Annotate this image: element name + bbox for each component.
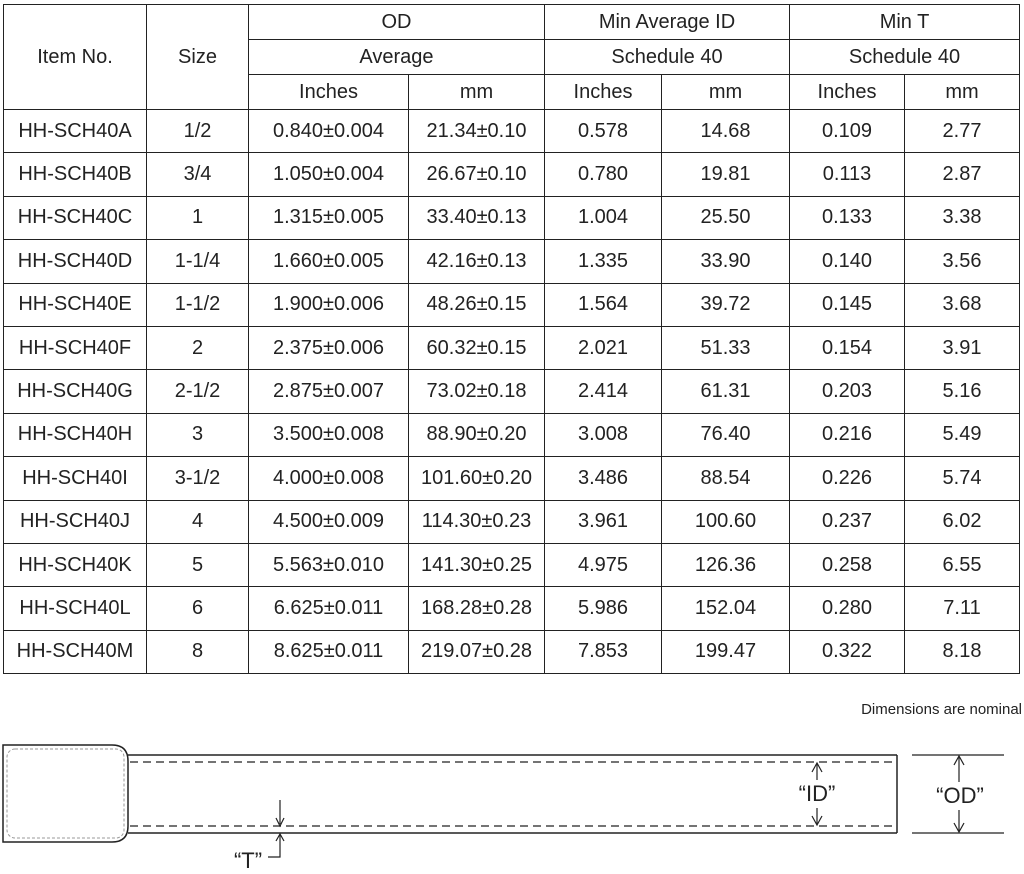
cell-item-no: HH-SCH40F [4, 326, 147, 369]
cell-item-no: HH-SCH40G [4, 370, 147, 413]
cell-size: 2 [147, 326, 249, 369]
header-id-mm: mm [662, 75, 790, 110]
cell-id-inches: 1.004 [545, 196, 662, 239]
cell-od-inches: 1.660±0.005 [249, 240, 409, 283]
cell-id-inches: 1.335 [545, 240, 662, 283]
table-body [4, 110, 1020, 674]
table-row [4, 457, 1020, 500]
table-row [4, 283, 1020, 326]
cell-od-inches: 8.625±0.011 [249, 630, 409, 673]
header-od: OD [249, 5, 545, 40]
cell-t-inches: 0.140 [790, 240, 905, 283]
header-size: Size [147, 5, 249, 110]
cell-item-no: HH-SCH40A [4, 110, 147, 153]
cell-size: 2-1/2 [147, 370, 249, 413]
cell-item-no: HH-SCH40K [4, 543, 147, 586]
cell-t-inches: 0.133 [790, 196, 905, 239]
cell-t-inches: 0.154 [790, 326, 905, 369]
cell-t-mm: 5.49 [905, 413, 1020, 456]
cell-id-inches: 5.986 [545, 587, 662, 630]
cell-size: 8 [147, 630, 249, 673]
cell-item-no: HH-SCH40J [4, 500, 147, 543]
table-row [4, 370, 1020, 413]
cell-od-mm: 141.30±0.25 [409, 543, 545, 586]
cell-item-no: HH-SCH40C [4, 196, 147, 239]
cell-t-mm: 2.87 [905, 153, 1020, 196]
cell-od-inches: 0.840±0.004 [249, 110, 409, 153]
cell-id-mm: 33.90 [662, 240, 790, 283]
cell-t-inches: 0.109 [790, 110, 905, 153]
cell-size: 6 [147, 587, 249, 630]
cell-od-mm: 33.40±0.13 [409, 196, 545, 239]
cell-t-mm: 5.16 [905, 370, 1020, 413]
dimensions-note: Dimensions are nominal [861, 701, 1022, 718]
cell-t-inches: 0.145 [790, 283, 905, 326]
cell-od-mm: 114.30±0.23 [409, 500, 545, 543]
cell-size: 3 [147, 413, 249, 456]
cell-t-inches: 0.203 [790, 370, 905, 413]
cell-t-inches: 0.216 [790, 413, 905, 456]
cell-item-no: HH-SCH40M [4, 630, 147, 673]
table-row [4, 413, 1020, 456]
id-label: “ID” [798, 781, 836, 806]
header-min-average-id: Min Average ID [545, 5, 790, 40]
cell-t-mm: 2.77 [905, 110, 1020, 153]
table-row [4, 196, 1020, 239]
cell-t-mm: 3.68 [905, 283, 1020, 326]
cell-item-no: HH-SCH40H [4, 413, 147, 456]
cell-id-inches: 2.021 [545, 326, 662, 369]
header-id-schedule: Schedule 40 [545, 40, 790, 75]
cell-id-inches: 1.564 [545, 283, 662, 326]
cell-t-inches: 0.258 [790, 543, 905, 586]
cell-t-inches: 0.237 [790, 500, 905, 543]
table-row [4, 587, 1020, 630]
cell-id-mm: 152.04 [662, 587, 790, 630]
cell-t-inches: 0.322 [790, 630, 905, 673]
cell-id-mm: 61.31 [662, 370, 790, 413]
cell-od-mm: 168.28±0.28 [409, 587, 545, 630]
header-od-average: Average [249, 40, 545, 75]
cell-id-inches: 2.414 [545, 370, 662, 413]
cell-od-inches: 5.563±0.010 [249, 543, 409, 586]
cell-size: 4 [147, 500, 249, 543]
cell-t-mm: 3.56 [905, 240, 1020, 283]
header-id-inches: Inches [545, 75, 662, 110]
header-od-inches: Inches [249, 75, 409, 110]
table-row [4, 153, 1020, 196]
cell-size: 5 [147, 543, 249, 586]
table-row [4, 543, 1020, 586]
pipe-diagram [0, 722, 1024, 874]
header-t-schedule: Schedule 40 [790, 40, 1020, 75]
cell-t-mm: 3.38 [905, 196, 1020, 239]
cell-od-inches: 3.500±0.008 [249, 413, 409, 456]
cell-t-mm: 6.02 [905, 500, 1020, 543]
cell-od-inches: 2.875±0.007 [249, 370, 409, 413]
cell-id-mm: 39.72 [662, 283, 790, 326]
cell-od-inches: 1.315±0.005 [249, 196, 409, 239]
table-row [4, 110, 1020, 153]
cell-id-mm: 19.81 [662, 153, 790, 196]
table-row [4, 240, 1020, 283]
cell-od-mm: 73.02±0.18 [409, 370, 545, 413]
cell-item-no: HH-SCH40L [4, 587, 147, 630]
cell-od-inches: 4.000±0.008 [249, 457, 409, 500]
cell-id-inches: 3.961 [545, 500, 662, 543]
cell-id-mm: 25.50 [662, 196, 790, 239]
header-item-no: Item No. [4, 5, 147, 110]
cell-id-mm: 199.47 [662, 630, 790, 673]
cell-size: 1/2 [147, 110, 249, 153]
cell-t-mm: 7.11 [905, 587, 1020, 630]
cell-id-inches: 3.486 [545, 457, 662, 500]
cell-size: 1-1/2 [147, 283, 249, 326]
header-od-mm: mm [409, 75, 545, 110]
cell-id-mm: 14.68 [662, 110, 790, 153]
cell-id-inches: 0.780 [545, 153, 662, 196]
coupling-inner-outline [7, 749, 124, 838]
cell-item-no: HH-SCH40E [4, 283, 147, 326]
cell-od-inches: 2.375±0.006 [249, 326, 409, 369]
cell-size: 3/4 [147, 153, 249, 196]
cell-od-mm: 42.16±0.13 [409, 240, 545, 283]
cell-size: 3-1/2 [147, 457, 249, 500]
cell-t-mm: 6.55 [905, 543, 1020, 586]
cell-id-mm: 100.60 [662, 500, 790, 543]
cell-t-mm: 8.18 [905, 630, 1020, 673]
cell-id-inches: 4.975 [545, 543, 662, 586]
cell-item-no: HH-SCH40D [4, 240, 147, 283]
cell-od-mm: 101.60±0.20 [409, 457, 545, 500]
cell-od-mm: 21.34±0.10 [409, 110, 545, 153]
table-row [4, 630, 1020, 673]
cell-size: 1 [147, 196, 249, 239]
coupling-outline [3, 745, 128, 842]
cell-od-mm: 48.26±0.15 [409, 283, 545, 326]
cell-item-no: HH-SCH40B [4, 153, 147, 196]
cell-od-inches: 4.500±0.009 [249, 500, 409, 543]
cell-id-inches: 0.578 [545, 110, 662, 153]
pipe-spec-table [3, 4, 1020, 674]
od-label: “OD” [936, 783, 984, 808]
cell-t-mm: 5.74 [905, 457, 1020, 500]
cell-id-mm: 88.54 [662, 457, 790, 500]
cell-od-inches: 1.900±0.006 [249, 283, 409, 326]
cell-id-mm: 51.33 [662, 326, 790, 369]
cell-od-mm: 219.07±0.28 [409, 630, 545, 673]
cell-t-mm: 3.91 [905, 326, 1020, 369]
cell-item-no: HH-SCH40I [4, 457, 147, 500]
cell-id-inches: 3.008 [545, 413, 662, 456]
cell-od-inches: 1.050±0.004 [249, 153, 409, 196]
cell-id-inches: 7.853 [545, 630, 662, 673]
cell-od-mm: 88.90±0.20 [409, 413, 545, 456]
cell-t-inches: 0.113 [790, 153, 905, 196]
table-row [4, 326, 1020, 369]
header-t-inches: Inches [790, 75, 905, 110]
cell-id-mm: 126.36 [662, 543, 790, 586]
cell-t-inches: 0.280 [790, 587, 905, 630]
cell-od-mm: 60.32±0.15 [409, 326, 545, 369]
cell-od-inches: 6.625±0.011 [249, 587, 409, 630]
t-label: “T” [233, 848, 263, 873]
cell-t-inches: 0.226 [790, 457, 905, 500]
header-t-mm: mm [905, 75, 1020, 110]
table-row [4, 500, 1020, 543]
cell-od-mm: 26.67±0.10 [409, 153, 545, 196]
cell-id-mm: 76.40 [662, 413, 790, 456]
cell-size: 1-1/4 [147, 240, 249, 283]
header-min-t: Min T [790, 5, 1020, 40]
